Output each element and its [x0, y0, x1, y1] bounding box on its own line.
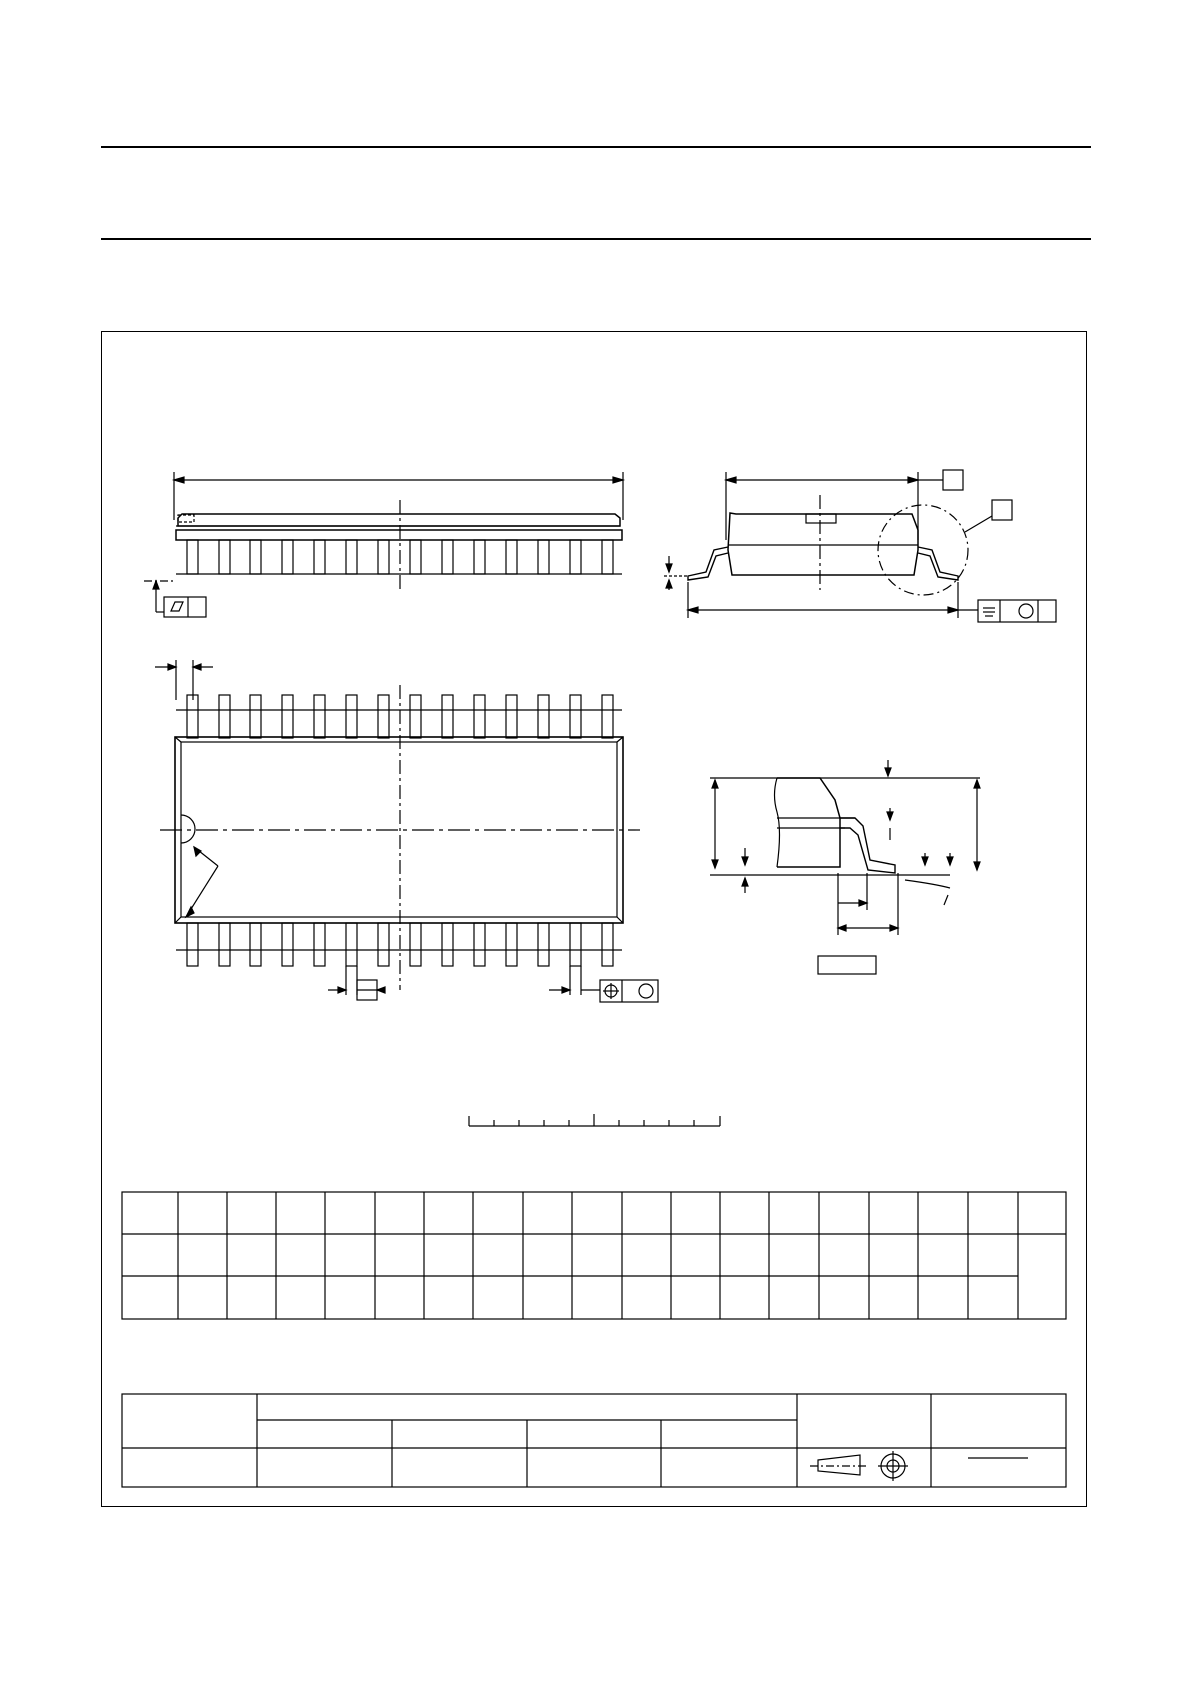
projection-icon	[810, 1451, 908, 1481]
circle-datum-icon	[1019, 604, 1033, 618]
parallelism-icon	[983, 608, 995, 616]
detail-label-box	[818, 956, 876, 974]
flatness-icon	[171, 602, 183, 611]
position-icon	[603, 983, 619, 999]
scale-bar	[469, 1114, 720, 1126]
top-view	[155, 660, 658, 1002]
side-view	[144, 472, 623, 617]
detail-box	[992, 500, 1012, 520]
datum-box-a	[943, 470, 963, 490]
pin1-notch-icon	[181, 815, 195, 843]
dimension-table	[122, 1192, 1066, 1319]
circle-datum-icon-2	[639, 984, 653, 998]
detail-view	[710, 760, 980, 974]
outline-table	[122, 1394, 1066, 1487]
end-view	[664, 470, 1056, 622]
